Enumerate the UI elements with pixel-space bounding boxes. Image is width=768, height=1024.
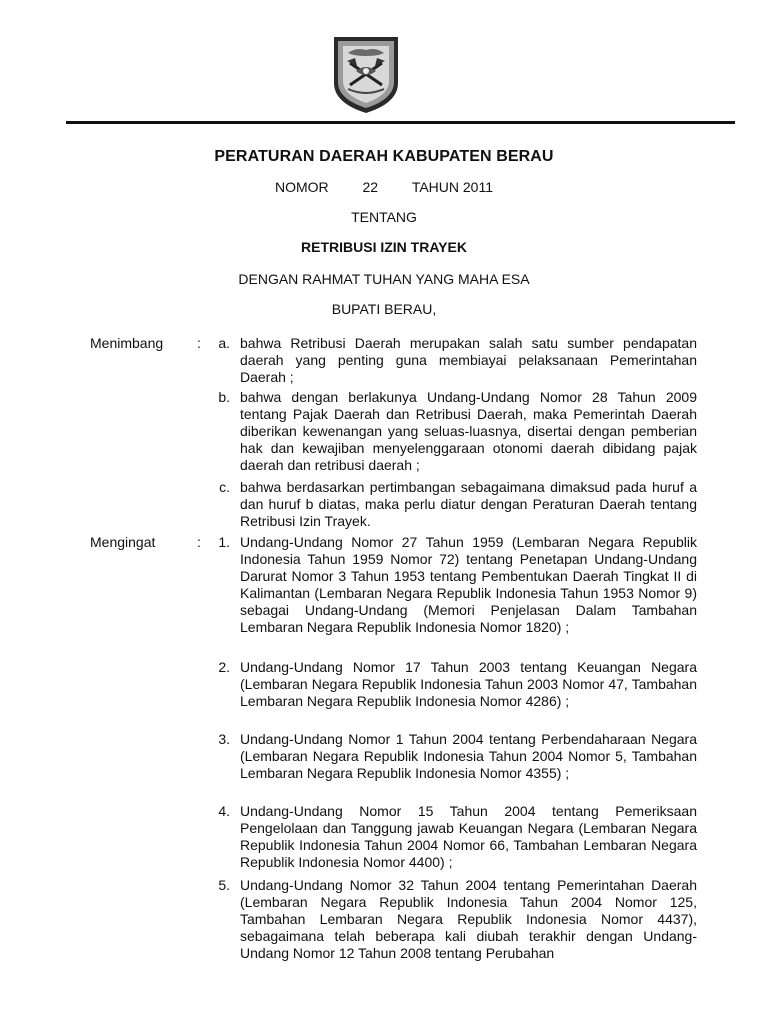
menimbang-label: Menimbang — [90, 335, 164, 351]
mengingat-colon: : — [197, 534, 201, 550]
menimbang-item-a: bahwa Retribusi Daerah merupakan salah satu sumber pendapatan daerah yang penting guna membiayai pelaksanaan Pemerintahan Daerah ; — [240, 335, 697, 385]
mengingat-marker-1: 1. — [218, 534, 230, 550]
preamble-phrase: DENGAN RAHMAT TUHAN YANG MAHA ESA — [238, 271, 530, 287]
mengingat-label: Mengingat — [90, 534, 156, 550]
menimbang-marker-a: a. — [218, 335, 230, 351]
tahun-label: TAHUN 2011 — [411, 179, 493, 195]
mengingat-item-2: Undang-Undang Nomor 17 Tahun 2003 tentang Keuangan Negara (Lembaran Negara Republik Indonesia Tahun 2003 Nomor 47, Tambahan Lembaran Negara Republik Indonesia Nomor 4286) ; — [240, 659, 697, 709]
menimbang-marker-c: c. — [219, 479, 230, 495]
mengingat-item-4: Undang-Undang Nomor 15 Tahun 2004 tentang Pemeriksaan Pengelolaan dan Tanggung jawab Keuangan Negara (Lembaran Negara Republik Indonesia Tahun 2004 Nomor 66, Tambahan Lembaran Negara Republik Indonesia Nomor 4400) ; — [240, 803, 697, 870]
regulation-subject: RETRIBUSI IZIN TRAYEK — [301, 239, 467, 255]
menimbang-item-b: bahwa dengan berlakunya Undang-Undang Nomor 28 Tahun 2009 tentang Pajak Daerah dan Retribusi Daerah, maka Pemerintah Daerah diberikan kewenangan yang seluas-luasnya, disertai dengan pemberian hak dan kewajiban menyelenggaraan otonomi daerah dibidang pajak daerah dan retribusi daerah ; — [240, 389, 697, 473]
nomor-value: 22 — [362, 179, 379, 195]
tentang-heading: TENTANG — [351, 209, 417, 225]
mengingat-marker-3: 3. — [218, 731, 230, 747]
menimbang-colon: : — [197, 335, 201, 351]
issuer-heading: BUPATI BERAU, — [331, 301, 437, 317]
nomor-label: NOMOR — [275, 179, 329, 195]
document-number — [0, 179, 768, 196]
berau-regency-emblem-icon — [330, 33, 402, 115]
mengingat-marker-4: 4. — [218, 803, 230, 819]
header-rule — [66, 121, 735, 124]
menimbang-marker-b: b. — [218, 389, 230, 405]
document-title: PERATURAN DAERAH KABUPATEN BERAU — [214, 148, 554, 165]
menimbang-item-c: bahwa berdasarkan pertimbangan sebagaimana dimaksud pada huruf a dan huruf b diatas, maka perlu diatur dengan Peraturan Daerah tentang Retribusi Izin Trayek. — [240, 479, 697, 529]
mengingat-item-1: Undang-Undang Nomor 27 Tahun 1959 (Lembaran Negara Republik Indonesia Tahun 1959 Nomor 72) tentang Penetapan Undang-Undang Darurat Nomor 3 Tahun 1953 tentang Pembentukan Daerah Tingkat II di Kalimantan (Lembaran Negara Republik Indonesia Tahun 1953 Nomor 9) sebagai Undang-Undang (Memori Penjelasan Dalam Tambahan Lembaran Negara Republik Indonesia Nomor 1820) ; — [240, 534, 697, 635]
mengingat-marker-5: 5. — [218, 877, 230, 893]
mengingat-item-3: Undang-Undang Nomor 1 Tahun 2004 tentang Perbendaharaan Negara (Lembaran Negara Republik Indonesia Tahun 2004 Nomor 5, Tambahan Lembaran Negara Republik Indonesia Nomor 4355) ; — [240, 731, 697, 781]
mengingat-item-5: Undang-Undang Nomor 32 Tahun 2004 tentang Pemerintahan Daerah (Lembaran Negara Republik Indonesia Tahun 2004 Nomor 125, Tambahan Lembaran Negara Republik Indonesia Nomor 4437), sebagaimana telah beberapa kali diubah terakhir dengan Undang-Undang Nomor 12 Tahun 2008 tentang Perubahan — [240, 877, 697, 961]
mengingat-marker-2: 2. — [218, 659, 230, 675]
